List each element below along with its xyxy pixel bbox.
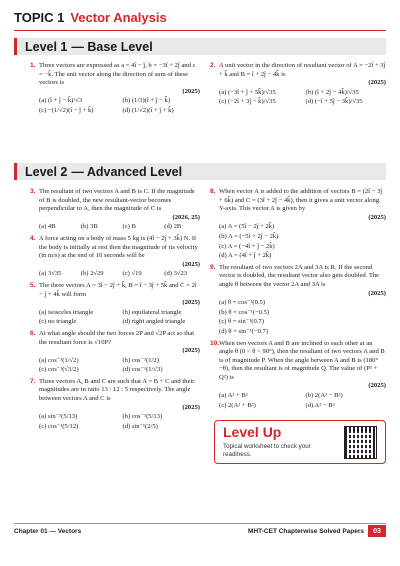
option-d[interactable]: (d) (1/√2)(î + ĵ + k̂) [122, 106, 174, 114]
question-4 [30, 235, 200, 279]
question-7 [30, 378, 200, 432]
option-c[interactable]: (c) (−2î + 3ĵ − k̂)/√35 [219, 98, 276, 106]
question-text: Three vectors A, B and C are such that A = B + C and their magnitudes are in ratio 13 : 12 : 5 respectively. The angle between vectors A and C is [39, 377, 195, 403]
options-list [219, 89, 386, 107]
question-text: The resultant of two vectors 2A and 3A is R. If the second vector is doubled, the resultant vector also gets doubled. The angle θ between the vector 2A and 3A is [219, 263, 380, 288]
level-up-box[interactable] [214, 420, 386, 464]
question-year: (2025) [182, 260, 200, 268]
option-a[interactable]: (a) (î + ĵ − k̂)/√3 [39, 97, 83, 105]
options-list [39, 223, 200, 232]
option-a[interactable]: (a) isosceles triangle [39, 308, 94, 316]
option-b[interactable]: (b) equilateral triangle [122, 308, 182, 316]
level-2-banner [14, 163, 386, 180]
option-c[interactable]: (c) θ = sin⁻¹(0.7) [219, 318, 264, 326]
question-text: A force acting on a body of mass 5 kg is (4î − 2ĵ + 3k̂) N. If the body is initially at rest then the magnitude of its velocity (in m/s) at the end of 10 seconds will be [39, 234, 198, 260]
options-list [39, 309, 200, 327]
question-number: 3. [30, 188, 36, 195]
level-1-title: Level 1 [25, 39, 68, 54]
footer-chapter: Chapter 01 — Vectors [14, 528, 82, 535]
option-d[interactable]: (d) θ = sin⁻¹(−0.7) [219, 327, 269, 335]
option-d[interactable]: (d) cos⁻¹(1/√3) [122, 366, 163, 374]
level-1-subtitle: — Base Level [71, 39, 153, 54]
topic-divider [14, 30, 386, 31]
option-a[interactable]: (a) (−3î + ĵ + 5k̂)/√35 [219, 88, 276, 96]
question-year: (2025) [182, 87, 200, 95]
question-number: 6. [30, 329, 36, 337]
question-number: 7. [30, 377, 36, 385]
question-1 [30, 62, 200, 116]
options-list [39, 97, 200, 115]
level-1-left-column [30, 62, 200, 119]
question-text: When vector A is added to the addition of vectors B = (2î − 3ĵ + 6k̂) and C = (3î + 2ĵ − 4k̂), then it gives a unit vector along Y-axis. This vector A is given by [219, 188, 383, 213]
options-list [39, 357, 200, 375]
option-d[interactable]: (d) A = (4î + ĵ + 2k̂) [219, 252, 272, 260]
topic-title: Vector Analysis [70, 10, 167, 25]
topic-label: TOPIC 1 [14, 10, 65, 25]
options-list [219, 299, 386, 336]
question-6 [30, 330, 200, 375]
level-1-banner [14, 38, 386, 55]
footer-book-title: MHT-CET Chapterwise Solved Papers [248, 528, 364, 535]
question-year: (2025) [368, 213, 386, 221]
page-number: 03 [368, 525, 386, 537]
option-c[interactable]: (c) √19 [122, 270, 142, 278]
question-year: (2025) [182, 299, 200, 307]
level-up-title: Level Up [223, 424, 282, 440]
option-d[interactable]: (d) A² − B² [305, 401, 335, 409]
question-year: (2026, 25) [172, 213, 200, 221]
option-a[interactable]: (a) 3√35 [39, 270, 62, 278]
question-8 [210, 188, 386, 261]
topic-heading [14, 10, 167, 25]
option-b[interactable]: (b) cos⁻¹(1/2) [122, 356, 159, 364]
question-text: At what angle should the two forces 2P and √2P act so that the resultant force is √10P? [39, 329, 195, 346]
option-a[interactable]: (a) θ = cos⁻¹(0.5) [219, 299, 266, 307]
option-d[interactable]: (d) sin⁻¹(2/5) [122, 422, 158, 430]
option-c[interactable]: (c) B [122, 223, 136, 231]
question-text: The resultant of two vectors A and B is C. If the magnitude of B is doubled, the new resultant-vector becomes perpendicular to A, then the magnitude of C is [39, 188, 195, 213]
option-c[interactable]: (c) cos⁻¹(√3/2) [39, 366, 79, 374]
option-a[interactable]: (a) sin⁻¹(5/13) [39, 413, 78, 421]
option-b[interactable]: (b) 2(A² − B²) [305, 392, 343, 400]
option-c[interactable]: (c) −(1/√2)(î − ĵ + k̂) [39, 106, 94, 114]
option-b[interactable]: (b) A = (−5î + 2ĵ − 2k̂) [219, 232, 279, 240]
question-3 [30, 188, 200, 232]
options-list [219, 392, 386, 410]
level-2-right-column [210, 188, 386, 413]
option-b[interactable]: (b) cos⁻¹(5/13) [122, 413, 163, 421]
question-year: (2025) [368, 382, 386, 390]
option-a[interactable]: (a) A² + B² [219, 392, 248, 400]
option-d[interactable]: (d) 3√23 [164, 270, 188, 278]
question-text: A unit vector in the direction of resultant vector of A = −2î + 3ĵ + k̂ and B = î + 2ĵ − 4k̂ is [219, 62, 386, 78]
option-a[interactable]: (a) A = (5î − 2ĵ + 2k̂) [219, 223, 275, 231]
question-text: Three vectors are expressed as a = 4î − ĵ, b = −3î + 2ĵ and c = −k̂. The unit vector along the direction of sum of these vectors is [39, 62, 196, 87]
level-2-title: Level 2 [25, 164, 68, 179]
option-c[interactable]: (c) A = (−4î + ĵ − 2k̂) [219, 242, 275, 250]
option-a[interactable]: (a) cos⁻¹(1/√2) [39, 356, 79, 364]
options-list [39, 413, 200, 431]
question-2 [210, 62, 386, 107]
question-number: 1. [30, 62, 36, 69]
question-number: 5. [30, 281, 36, 289]
option-b[interactable]: (b) 3B [80, 223, 98, 231]
option-a[interactable]: (a) 4B [39, 223, 56, 231]
option-c[interactable]: (c) no triangle [39, 318, 77, 326]
option-b[interactable]: (b) (1/3)(î + ĵ − k̂) [122, 97, 171, 105]
option-d[interactable]: (d) 2B [164, 223, 182, 231]
options-list [39, 270, 200, 279]
level-up-text: Topical worksheet to check your readiness. [223, 443, 311, 458]
option-c[interactable]: (c) cos⁻¹(5/12) [39, 422, 79, 430]
option-b[interactable]: (b) (î + 2ĵ − 4k̂)/√35 [305, 88, 359, 96]
question-text: When two vectors A and B are inclined to each other at an angle θ (0 < θ < 90°), then the resultant of two vectors A and B is of magnitude P. When the angle between A and B is (180°−θ), then the resultant is of magnitude Q. The value of (P² + Q²) is [219, 339, 385, 381]
question-number: 10. [210, 339, 220, 347]
level-1-right-column [210, 62, 386, 110]
footer-divider [14, 523, 386, 524]
question-number: 8. [210, 188, 216, 195]
question-year: (2025) [182, 347, 200, 355]
question-5 [30, 282, 200, 327]
level-2-left-column [30, 188, 200, 434]
qr-code-icon[interactable] [344, 426, 377, 459]
option-c[interactable]: (c) 2(A² + B²) [219, 401, 256, 409]
level-2-subtitle: — Advanced Level [71, 164, 183, 179]
option-b[interactable]: (b) 2√29 [80, 270, 104, 278]
question-text: The three vectors A = 3î − 2ĵ + k̂, B = î − 3ĵ + 5k̂ and C = 2î − ĵ + 4k̂ will form [39, 281, 197, 298]
options-list [219, 223, 386, 260]
question-year: (2025) [368, 79, 386, 87]
question-9 [210, 264, 386, 337]
question-number: 4. [30, 234, 36, 242]
option-b[interactable]: (b) θ = cos⁻¹(−0.5) [219, 308, 270, 316]
question-number: 2. [210, 62, 216, 69]
option-d[interactable]: (d) (−î + 5ĵ − 3k̂)/√35 [305, 98, 363, 106]
question-year: (2025) [182, 403, 200, 411]
question-10 [210, 340, 386, 411]
question-year: (2025) [368, 289, 386, 297]
question-number: 9. [210, 263, 216, 271]
option-d[interactable]: (d) right angled triangle [122, 318, 186, 326]
